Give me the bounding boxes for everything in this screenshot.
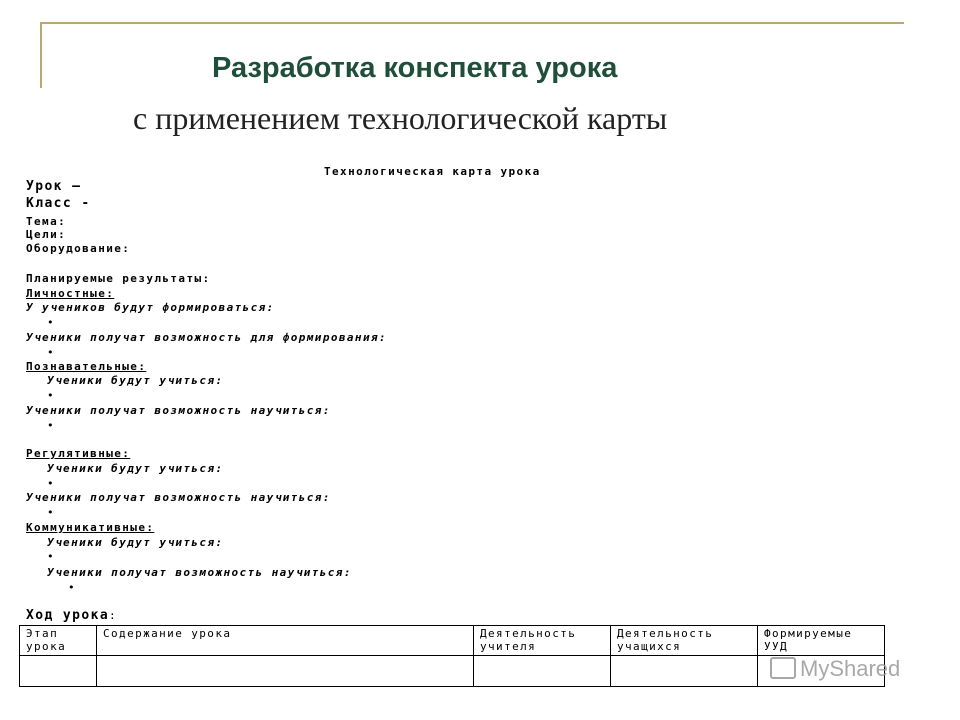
- topic-label: Тема:: [26, 215, 67, 228]
- cognitive-opportunity: Ученики получат возможность научиться:: [26, 404, 331, 417]
- table-header-row: [20, 626, 885, 656]
- class-label: Класс -: [26, 196, 91, 211]
- table-cell: [20, 656, 97, 687]
- personal-heading: Личностные:: [26, 287, 115, 300]
- watermark: [770, 656, 900, 682]
- equipment-label: Оборудование:: [26, 242, 131, 255]
- bullet: •: [47, 419, 56, 432]
- regulative-heading: Регулятивные:: [26, 447, 131, 460]
- communicative-opportunity: Ученики получат возможность научиться:: [47, 566, 352, 579]
- personal-opportunity: Ученики получат возможность для формирования:: [26, 331, 388, 344]
- course-colon: :: [109, 609, 118, 622]
- header-uud: Формируемые УУД: [758, 626, 885, 656]
- bullet: •: [47, 346, 56, 359]
- goals-label: Цели:: [26, 228, 67, 241]
- course-text: Ход урока: [26, 608, 110, 623]
- header-teacher-activity: Деятельность учителя: [474, 626, 611, 656]
- personal-will-form: У учеников будут формироваться:: [26, 301, 275, 314]
- bullet: •: [47, 506, 56, 519]
- table-row: [20, 656, 885, 687]
- doc-heading: Технологическая карта урока: [324, 165, 541, 178]
- cognitive-heading: Познавательные:: [26, 360, 147, 373]
- lesson-label: Урок –: [26, 179, 82, 194]
- course-label: [26, 609, 117, 622]
- communicative-will-learn: Ученики будут учиться:: [47, 536, 224, 549]
- communicative-heading: Коммуникативные:: [26, 521, 155, 534]
- watermark-logo-icon: [770, 657, 796, 679]
- header-stage: Этап урока: [20, 626, 97, 656]
- header-student-activity: Деятельность учащихся: [611, 626, 758, 656]
- bullet: •: [47, 316, 56, 329]
- watermark-text: MyShared: [800, 656, 901, 681]
- bullet: •: [47, 389, 56, 402]
- table-cell: [97, 656, 474, 687]
- table-cell: [611, 656, 758, 687]
- bullet: •: [68, 581, 77, 594]
- bullet: •: [47, 550, 56, 563]
- table-cell: [474, 656, 611, 687]
- slide-title: Разработка конспекта урока: [212, 52, 618, 84]
- slide-subtitle: с применением технологической карты: [133, 100, 668, 136]
- cognitive-will-learn: Ученики будут учиться:: [47, 374, 224, 387]
- regulative-opportunity: Ученики получат возможность научиться:: [26, 491, 331, 504]
- planned-results-label: Планируемые результаты:: [26, 272, 211, 285]
- regulative-will-learn: Ученики будут учиться:: [47, 462, 224, 475]
- bullet: •: [47, 477, 56, 490]
- header-content: Содержание урока: [97, 626, 474, 656]
- lesson-table: [19, 625, 885, 687]
